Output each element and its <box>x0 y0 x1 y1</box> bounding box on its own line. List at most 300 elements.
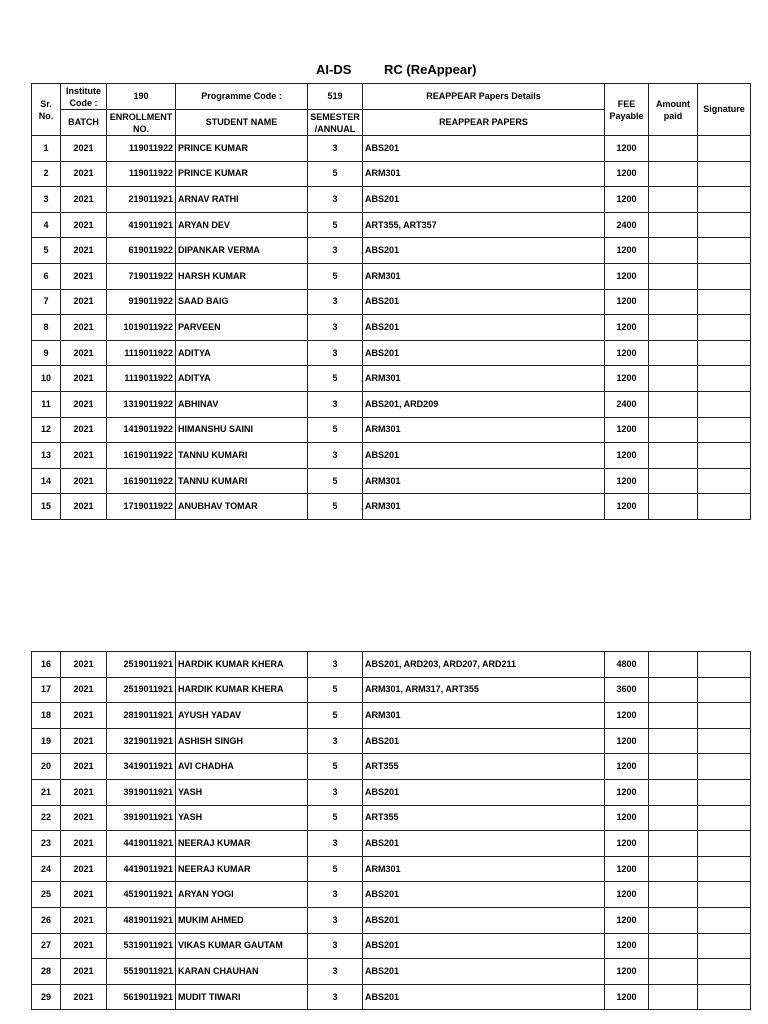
cell-fee-payable: 1200 <box>605 366 649 392</box>
cell-fee-payable: 1200 <box>605 856 649 882</box>
cell-signature[interactable] <box>698 728 751 754</box>
cell-student-name: AYUSH YADAV <box>176 703 308 729</box>
cell-student-name: VIKAS KUMAR GAUTAM <box>176 933 308 959</box>
cell-student-name: HIMANSHU SAINI <box>176 417 308 443</box>
cell-semester: 3 <box>308 187 363 213</box>
cell-signature[interactable] <box>698 959 751 985</box>
cell-semester: 5 <box>308 494 363 520</box>
cell-amount-paid[interactable] <box>649 263 698 289</box>
table-row <box>32 984 751 1010</box>
cell-signature[interactable] <box>698 263 751 289</box>
cell-batch: 2021 <box>61 728 107 754</box>
cell-enrollment-no: 919011922 <box>107 289 176 315</box>
cell-enrollment-no: 1619011922 <box>107 468 176 494</box>
cell-semester: 3 <box>308 443 363 469</box>
cell-signature[interactable] <box>698 238 751 264</box>
header-programme-code-label: Programme Code : <box>176 84 308 110</box>
cell-sr-no: 28 <box>32 959 61 985</box>
cell-student-name: ARYAN YOGI <box>176 882 308 908</box>
cell-semester: 3 <box>308 289 363 315</box>
table-header <box>32 84 751 136</box>
cell-semester: 5 <box>308 212 363 238</box>
cell-sr-no: 18 <box>32 703 61 729</box>
cell-reappear-papers: ART355 <box>363 805 605 831</box>
cell-signature[interactable] <box>698 652 751 678</box>
cell-signature[interactable] <box>698 754 751 780</box>
cell-batch: 2021 <box>61 289 107 315</box>
cell-fee-payable: 1200 <box>605 779 649 805</box>
cell-fee-payable: 3600 <box>605 677 649 703</box>
cell-sr-no: 6 <box>32 263 61 289</box>
cell-sr-no: 7 <box>32 289 61 315</box>
cell-fee-payable: 4800 <box>605 652 649 678</box>
table-row <box>32 959 751 985</box>
header-institute-code-label: Institute Code : <box>61 84 107 110</box>
cell-reappear-papers: ABS201 <box>363 315 605 341</box>
cell-student-name: PRINCE KUMAR <box>176 136 308 162</box>
cell-reappear-papers: ARM301 <box>363 263 605 289</box>
table-row <box>32 677 751 703</box>
table-row <box>32 443 751 469</box>
cell-enrollment-no: 119011922 <box>107 161 176 187</box>
cell-student-name: ASHISH SINGH <box>176 728 308 754</box>
cell-amount-paid[interactable] <box>649 959 698 985</box>
cell-sr-no: 14 <box>32 468 61 494</box>
cell-reappear-papers: ABS201 <box>363 907 605 933</box>
cell-reappear-papers: ARM301 <box>363 468 605 494</box>
cell-reappear-papers: ARM301 <box>363 703 605 729</box>
cell-student-name: ABHINAV <box>176 391 308 417</box>
title-category: RC (ReAppear) <box>384 62 477 77</box>
table-row <box>32 703 751 729</box>
cell-enrollment-no: 719011922 <box>107 263 176 289</box>
table-row <box>32 391 751 417</box>
cell-amount-paid[interactable] <box>649 315 698 341</box>
reappear-table-bottom <box>31 651 751 1010</box>
cell-semester: 3 <box>308 340 363 366</box>
cell-batch: 2021 <box>61 677 107 703</box>
cell-enrollment-no: 4819011921 <box>107 907 176 933</box>
cell-semester: 5 <box>308 805 363 831</box>
cell-fee-payable: 1200 <box>605 494 649 520</box>
cell-sr-no: 3 <box>32 187 61 213</box>
cell-fee-payable: 1200 <box>605 136 649 162</box>
table-row <box>32 417 751 443</box>
cell-batch: 2021 <box>61 779 107 805</box>
header-reappear-papers: REAPPEAR PAPERS <box>363 110 605 136</box>
cell-signature[interactable] <box>698 677 751 703</box>
table-row <box>32 263 751 289</box>
cell-amount-paid[interactable] <box>649 366 698 392</box>
cell-student-name: MUKIM AHMED <box>176 907 308 933</box>
cell-batch: 2021 <box>61 959 107 985</box>
cell-reappear-papers: ARM301 <box>363 494 605 520</box>
cell-signature[interactable] <box>698 136 751 162</box>
cell-sr-no: 2 <box>32 161 61 187</box>
cell-sr-no: 16 <box>32 652 61 678</box>
cell-student-name: PRINCE KUMAR <box>176 161 308 187</box>
cell-fee-payable: 1200 <box>605 443 649 469</box>
cell-enrollment-no: 3919011921 <box>107 805 176 831</box>
cell-reappear-papers: ABS201, ARD209 <box>363 391 605 417</box>
cell-signature[interactable] <box>698 340 751 366</box>
cell-reappear-papers: ART355 <box>363 754 605 780</box>
cell-enrollment-no: 4419011921 <box>107 831 176 857</box>
cell-amount-paid[interactable] <box>649 212 698 238</box>
cell-semester: 5 <box>308 366 363 392</box>
cell-batch: 2021 <box>61 933 107 959</box>
cell-enrollment-no: 3419011921 <box>107 754 176 780</box>
cell-fee-payable: 1200 <box>605 831 649 857</box>
cell-signature[interactable] <box>698 212 751 238</box>
cell-reappear-papers: ARM301 <box>363 161 605 187</box>
cell-fee-payable: 2400 <box>605 391 649 417</box>
cell-reappear-papers: ABS201 <box>363 443 605 469</box>
cell-batch: 2021 <box>61 263 107 289</box>
table-row <box>32 907 751 933</box>
cell-sr-no: 19 <box>32 728 61 754</box>
cell-reappear-papers: ARM301 <box>363 417 605 443</box>
table-row <box>32 315 751 341</box>
cell-fee-payable: 1200 <box>605 933 649 959</box>
table-row <box>32 805 751 831</box>
cell-amount-paid[interactable] <box>649 468 698 494</box>
cell-reappear-papers: ABS201 <box>363 959 605 985</box>
cell-sr-no: 9 <box>32 340 61 366</box>
cell-enrollment-no: 419011921 <box>107 212 176 238</box>
cell-semester: 3 <box>308 933 363 959</box>
cell-reappear-papers: ARM301 <box>363 366 605 392</box>
table-body-bottom <box>32 652 751 1010</box>
cell-semester: 3 <box>308 391 363 417</box>
table-row <box>32 652 751 678</box>
cell-student-name: YASH <box>176 779 308 805</box>
cell-signature[interactable] <box>698 779 751 805</box>
cell-fee-payable: 1200 <box>605 907 649 933</box>
cell-amount-paid[interactable] <box>649 831 698 857</box>
cell-signature[interactable] <box>698 289 751 315</box>
cell-student-name: KARAN CHAUHAN <box>176 959 308 985</box>
cell-fee-payable: 1200 <box>605 263 649 289</box>
cell-amount-paid[interactable] <box>649 391 698 417</box>
cell-signature[interactable] <box>698 417 751 443</box>
cell-enrollment-no: 4419011921 <box>107 856 176 882</box>
cell-semester: 5 <box>308 161 363 187</box>
cell-sr-no: 10 <box>32 366 61 392</box>
cell-signature[interactable] <box>698 187 751 213</box>
cell-fee-payable: 1200 <box>605 340 649 366</box>
table-row <box>32 238 751 264</box>
cell-reappear-papers: ABS201 <box>363 187 605 213</box>
cell-student-name: TANNU KUMARI <box>176 468 308 494</box>
cell-sr-no: 17 <box>32 677 61 703</box>
cell-enrollment-no: 1019011922 <box>107 315 176 341</box>
cell-batch: 2021 <box>61 468 107 494</box>
cell-student-name: ANUBHAV TOMAR <box>176 494 308 520</box>
cell-student-name: ARYAN DEV <box>176 212 308 238</box>
header-reappear-details: REAPPEAR Papers Details <box>363 84 605 110</box>
cell-signature[interactable] <box>698 494 751 520</box>
cell-sr-no: 15 <box>32 494 61 520</box>
cell-batch: 2021 <box>61 136 107 162</box>
cell-batch: 2021 <box>61 391 107 417</box>
cell-reappear-papers: ART355, ART357 <box>363 212 605 238</box>
cell-semester: 3 <box>308 238 363 264</box>
cell-amount-paid[interactable] <box>649 984 698 1010</box>
table-row <box>32 882 751 908</box>
cell-semester: 5 <box>308 468 363 494</box>
header-student-name: STUDENT NAME <box>176 110 308 136</box>
cell-sr-no: 24 <box>32 856 61 882</box>
cell-sr-no: 13 <box>32 443 61 469</box>
cell-enrollment-no: 1119011922 <box>107 340 176 366</box>
cell-sr-no: 26 <box>32 907 61 933</box>
header-sr-no: Sr. No. <box>32 84 61 136</box>
cell-reappear-papers: ABS201, ARD203, ARD207, ARD211 <box>363 652 605 678</box>
cell-signature[interactable] <box>698 856 751 882</box>
cell-reappear-papers: ABS201 <box>363 136 605 162</box>
table-row <box>32 187 751 213</box>
cell-enrollment-no: 1419011922 <box>107 417 176 443</box>
cell-fee-payable: 1200 <box>605 161 649 187</box>
cell-batch: 2021 <box>61 805 107 831</box>
table-row <box>32 212 751 238</box>
cell-semester: 5 <box>308 703 363 729</box>
cell-amount-paid[interactable] <box>649 161 698 187</box>
header-signature: Signature <box>698 84 751 136</box>
title-programme: AI-DS <box>316 62 352 77</box>
cell-amount-paid[interactable] <box>649 677 698 703</box>
cell-amount-paid[interactable] <box>649 907 698 933</box>
cell-batch: 2021 <box>61 187 107 213</box>
table-row <box>32 779 751 805</box>
cell-signature[interactable] <box>698 907 751 933</box>
cell-reappear-papers: ABS201 <box>363 238 605 264</box>
table-row <box>32 831 751 857</box>
cell-signature[interactable] <box>698 366 751 392</box>
cell-batch: 2021 <box>61 984 107 1010</box>
cell-batch: 2021 <box>61 315 107 341</box>
cell-semester: 5 <box>308 417 363 443</box>
cell-fee-payable: 1200 <box>605 468 649 494</box>
cell-signature[interactable] <box>698 805 751 831</box>
cell-fee-payable: 1200 <box>605 238 649 264</box>
cell-student-name: HARDIK KUMAR KHERA <box>176 677 308 703</box>
cell-semester: 3 <box>308 728 363 754</box>
cell-fee-payable: 1200 <box>605 882 649 908</box>
header-semester: SEMESTER /ANNUAL <box>308 110 363 136</box>
cell-semester: 3 <box>308 779 363 805</box>
cell-amount-paid[interactable] <box>649 443 698 469</box>
cell-sr-no: 11 <box>32 391 61 417</box>
cell-amount-paid[interactable] <box>649 933 698 959</box>
cell-fee-payable: 1200 <box>605 728 649 754</box>
cell-amount-paid[interactable] <box>649 703 698 729</box>
cell-signature[interactable] <box>698 831 751 857</box>
cell-fee-payable: 1200 <box>605 959 649 985</box>
table-row <box>32 754 751 780</box>
cell-amount-paid[interactable] <box>649 882 698 908</box>
cell-student-name: YASH <box>176 805 308 831</box>
cell-amount-paid[interactable] <box>649 238 698 264</box>
table-row <box>32 728 751 754</box>
cell-reappear-papers: ABS201 <box>363 831 605 857</box>
table-row <box>32 289 751 315</box>
cell-batch: 2021 <box>61 754 107 780</box>
cell-fee-payable: 1200 <box>605 805 649 831</box>
cell-signature[interactable] <box>698 161 751 187</box>
cell-student-name: TANNU KUMARI <box>176 443 308 469</box>
cell-batch: 2021 <box>61 443 107 469</box>
cell-amount-paid[interactable] <box>649 289 698 315</box>
cell-student-name: ADITYA <box>176 340 308 366</box>
cell-enrollment-no: 2519011921 <box>107 652 176 678</box>
cell-signature[interactable] <box>698 933 751 959</box>
table-row <box>32 494 751 520</box>
cell-batch: 2021 <box>61 882 107 908</box>
cell-batch: 2021 <box>61 856 107 882</box>
cell-amount-paid[interactable] <box>649 187 698 213</box>
header-fee-payable: FEE Payable <box>605 84 649 136</box>
table-row <box>32 366 751 392</box>
cell-semester: 3 <box>308 831 363 857</box>
cell-signature[interactable] <box>698 391 751 417</box>
cell-enrollment-no: 5319011921 <box>107 933 176 959</box>
cell-sr-no: 23 <box>32 831 61 857</box>
cell-signature[interactable] <box>698 703 751 729</box>
cell-amount-paid[interactable] <box>649 136 698 162</box>
cell-reappear-papers: ARM301 <box>363 856 605 882</box>
cell-batch: 2021 <box>61 212 107 238</box>
cell-fee-payable: 1200 <box>605 703 649 729</box>
cell-semester: 3 <box>308 907 363 933</box>
cell-semester: 3 <box>308 652 363 678</box>
cell-batch: 2021 <box>61 907 107 933</box>
cell-sr-no: 5 <box>32 238 61 264</box>
header-institute-code-value: 190 <box>107 84 176 110</box>
cell-student-name: DIPANKAR VERMA <box>176 238 308 264</box>
table-row <box>32 340 751 366</box>
cell-enrollment-no: 119011922 <box>107 136 176 162</box>
cell-enrollment-no: 5619011921 <box>107 984 176 1010</box>
cell-batch: 2021 <box>61 161 107 187</box>
table-row <box>32 933 751 959</box>
cell-student-name: ADITYA <box>176 366 308 392</box>
cell-reappear-papers: ABS201 <box>363 984 605 1010</box>
cell-enrollment-no: 1719011922 <box>107 494 176 520</box>
cell-student-name: AVI CHADHA <box>176 754 308 780</box>
table-row <box>32 161 751 187</box>
table-body-top <box>32 136 751 520</box>
cell-reappear-papers: ABS201 <box>363 779 605 805</box>
cell-sr-no: 8 <box>32 315 61 341</box>
cell-reappear-papers: ABS201 <box>363 289 605 315</box>
cell-signature[interactable] <box>698 882 751 908</box>
cell-amount-paid[interactable] <box>649 779 698 805</box>
cell-amount-paid[interactable] <box>649 754 698 780</box>
cell-batch: 2021 <box>61 366 107 392</box>
cell-enrollment-no: 1119011922 <box>107 366 176 392</box>
cell-reappear-papers: ABS201 <box>363 882 605 908</box>
header-enrollment-no: ENROLLMENT NO. <box>107 110 176 136</box>
cell-student-name: PARVEEN <box>176 315 308 341</box>
cell-batch: 2021 <box>61 238 107 264</box>
cell-semester: 3 <box>308 984 363 1010</box>
table-row <box>32 468 751 494</box>
header-amount-paid: Amount paid <box>649 84 698 136</box>
table-row <box>32 856 751 882</box>
cell-amount-paid[interactable] <box>649 805 698 831</box>
cell-enrollment-no: 219011921 <box>107 187 176 213</box>
cell-enrollment-no: 1619011922 <box>107 443 176 469</box>
cell-enrollment-no: 2519011921 <box>107 677 176 703</box>
cell-student-name: NEERAJ KUMAR <box>176 831 308 857</box>
cell-sr-no: 25 <box>32 882 61 908</box>
cell-enrollment-no: 5519011921 <box>107 959 176 985</box>
cell-signature[interactable] <box>698 984 751 1010</box>
cell-fee-payable: 2400 <box>605 212 649 238</box>
cell-semester: 3 <box>308 959 363 985</box>
cell-batch: 2021 <box>61 494 107 520</box>
cell-student-name: MUDIT TIWARI <box>176 984 308 1010</box>
cell-semester: 3 <box>308 136 363 162</box>
cell-sr-no: 27 <box>32 933 61 959</box>
header-programme-code-value: 519 <box>308 84 363 110</box>
cell-student-name: HARSH KUMAR <box>176 263 308 289</box>
cell-signature[interactable] <box>698 315 751 341</box>
cell-signature[interactable] <box>698 443 751 469</box>
cell-student-name: ARNAV RATHI <box>176 187 308 213</box>
cell-sr-no: 22 <box>32 805 61 831</box>
cell-semester: 5 <box>308 754 363 780</box>
cell-semester: 5 <box>308 263 363 289</box>
header-batch: BATCH <box>61 110 107 136</box>
cell-semester: 3 <box>308 882 363 908</box>
cell-fee-payable: 1200 <box>605 754 649 780</box>
cell-student-name: NEERAJ KUMAR <box>176 856 308 882</box>
cell-enrollment-no: 3919011921 <box>107 779 176 805</box>
cell-sr-no: 21 <box>32 779 61 805</box>
cell-fee-payable: 1200 <box>605 984 649 1010</box>
cell-student-name: HARDIK KUMAR KHERA <box>176 652 308 678</box>
cell-sr-no: 12 <box>32 417 61 443</box>
cell-batch: 2021 <box>61 703 107 729</box>
cell-sr-no: 1 <box>32 136 61 162</box>
cell-semester: 5 <box>308 677 363 703</box>
cell-enrollment-no: 619011922 <box>107 238 176 264</box>
cell-amount-paid[interactable] <box>649 494 698 520</box>
cell-fee-payable: 1200 <box>605 417 649 443</box>
cell-enrollment-no: 2819011921 <box>107 703 176 729</box>
cell-signature[interactable] <box>698 468 751 494</box>
cell-amount-paid[interactable] <box>649 856 698 882</box>
cell-amount-paid[interactable] <box>649 417 698 443</box>
reappear-table-top <box>31 83 751 520</box>
cell-reappear-papers: ABS201 <box>363 728 605 754</box>
cell-sr-no: 20 <box>32 754 61 780</box>
cell-amount-paid[interactable] <box>649 728 698 754</box>
cell-reappear-papers: ABS201 <box>363 340 605 366</box>
cell-fee-payable: 1200 <box>605 315 649 341</box>
cell-batch: 2021 <box>61 417 107 443</box>
cell-sr-no: 4 <box>32 212 61 238</box>
cell-enrollment-no: 4519011921 <box>107 882 176 908</box>
cell-batch: 2021 <box>61 652 107 678</box>
cell-amount-paid[interactable] <box>649 652 698 678</box>
cell-amount-paid[interactable] <box>649 340 698 366</box>
cell-fee-payable: 1200 <box>605 187 649 213</box>
cell-semester: 3 <box>308 315 363 341</box>
